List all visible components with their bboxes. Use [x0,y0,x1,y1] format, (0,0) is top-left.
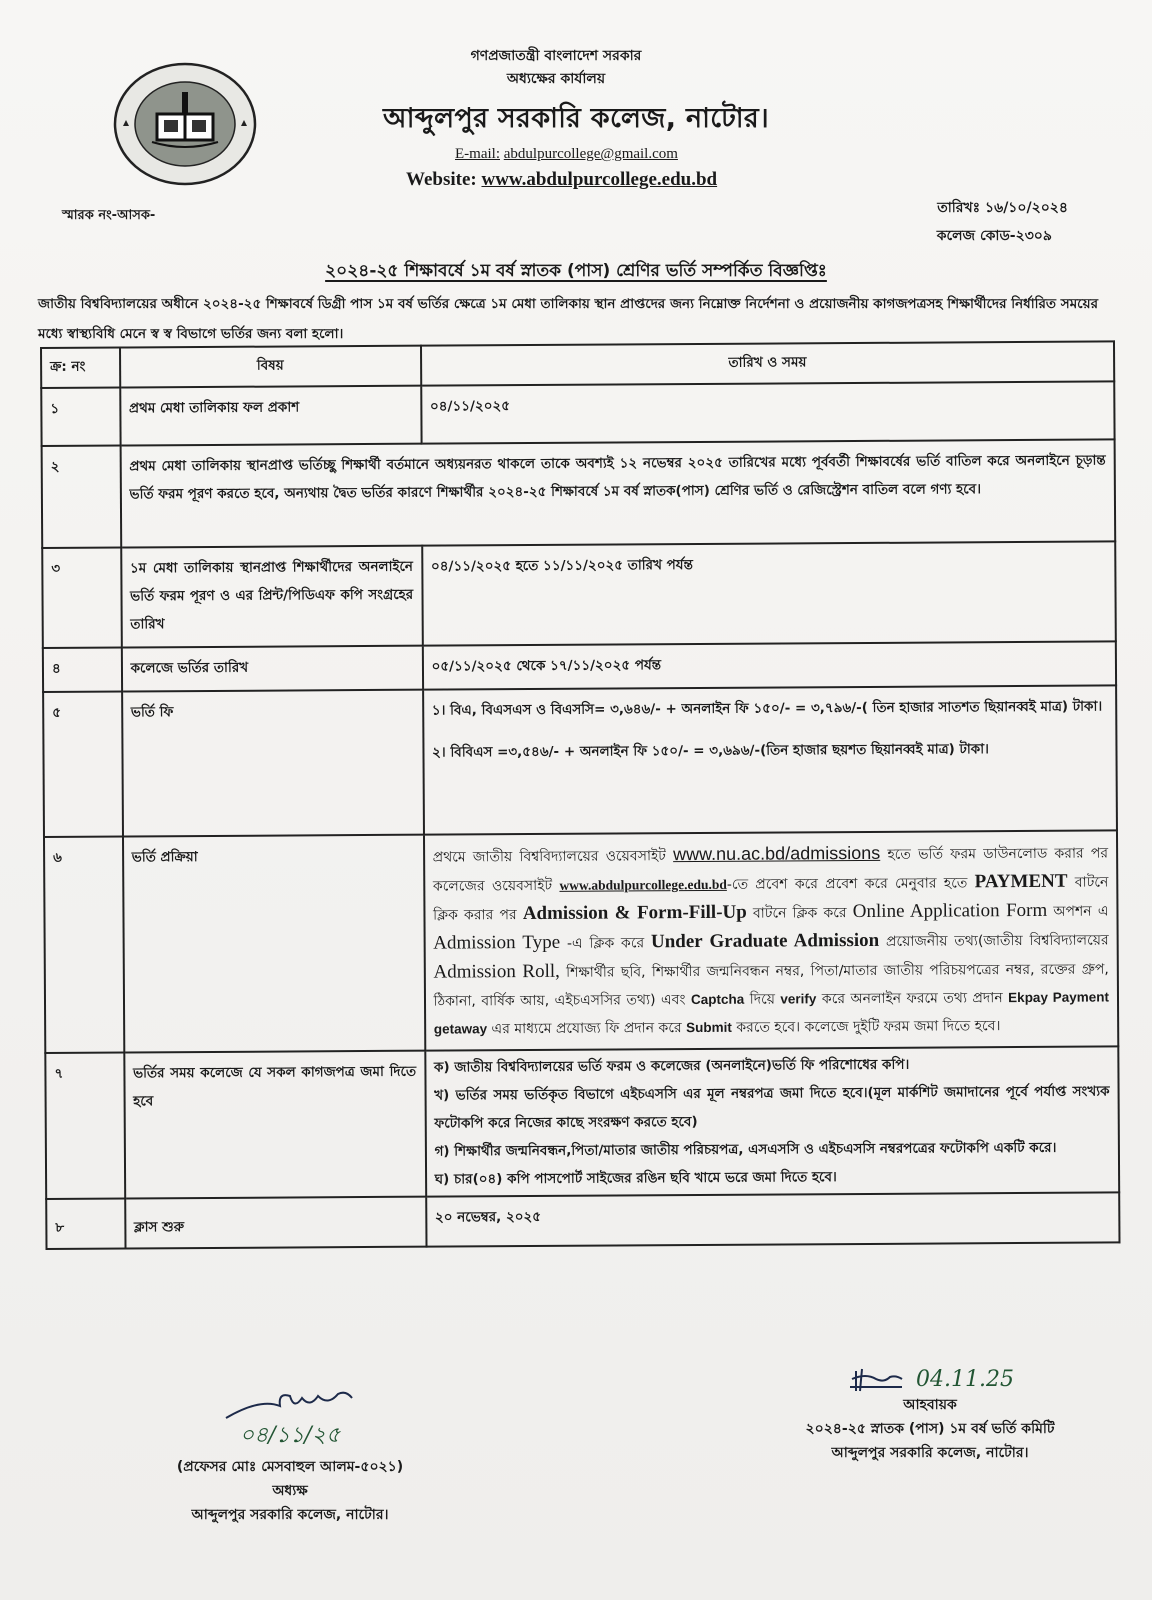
table-row [42,541,1116,648]
table-header-row [41,341,1114,388]
document-item: খ) ভর্তির সময় ভর্তিকৃত বিভাগে এইচএসসি এর মূল নম্বরপত্র জমা দিতে হবে।(মূল মার্কশিট জমাদানের পূর্বে পর্যাপ্ত সংখ্যক ফটোকপি করে নিজের কাছে সংরক্ষণ করতে হবে) [434,1083,1110,1132]
document-item: গ) শিক্ষার্থীর জন্মনিবন্ধন,পিতা/মাতার জাতীয় পরিচয়পত্র, এসএসসি ও এইচএসসি নম্বরপত্রের ফটোকপি একটি করে। [434,1139,1057,1160]
row-number: ৩ [42,548,121,648]
row-number: ৬ [44,837,124,1053]
row-number: ২ [42,446,121,548]
table-row [42,439,1116,548]
process-text: প্রয়োজনীয় তথ্য(জাতীয় বিশ্ববিদ্যালয়ের [879,932,1109,950]
row-subject: কলেজে ভর্তির তারিখ [121,646,422,692]
process-text: করে অনলাইন ফরমে তথ্য প্রদান [816,990,1009,1008]
government-line: গণপ্রজাতন্ত্রী বাংলাদেশ সরকার [470,48,642,64]
row-detail: ২০ নভেম্বর, ২০২৫ [426,1192,1120,1246]
college-code: কলেজ কোড-২৩০৯ [936,228,1052,244]
online-form-keyword: Online Application Form [852,899,1048,923]
process-text: করতে হবে। কলেজে দুইটি ফরম জমা দিতে হবে। [731,1018,1001,1036]
convener-title: আহবায়ক [903,1397,957,1413]
principal-title: অধ্যক্ষ [272,1483,308,1499]
convener-org: আব্দুলপুর সরকারি কলেজ, নাটোর। [831,1445,1029,1461]
row-subject: ১ম মেধা তালিকায় স্থানপ্রাপ্ত শিক্ষার্থীদের অনলাইনে ভর্তি ফরম পূরণ ও এর প্রিন্ট/পিডিএফ কপি সংগ্রহের তারিখ [121,546,423,648]
row-subject: ভর্তি প্রক্রিয়া [123,835,425,1053]
principal-name: (প্রফেসর মোঃ মেসবাহুল আলম-৫০২১) [176,1459,404,1475]
process-text: বাটনে ক্লিক করে [746,905,853,922]
process-text: -তে প্রবেশ করে প্রবেশ করে মেনুবার হতে [726,875,975,893]
row-detail [423,685,1117,834]
principal-handwritten-date: ০৪/১১/২৫ [239,1423,341,1448]
required-documents [425,1046,1119,1196]
email-line [455,146,678,163]
admission-formfillup-keyword: Admission & Form-Fill-Up [522,901,747,925]
process-text: বাটনে ক্লিক করার পর [433,874,1109,924]
row-subject: প্রথম মেধা তালিকায় ফল প্রকাশ [120,386,421,446]
office-line: অধ্যক্ষের কার্যালয় [506,71,606,87]
table-row [41,381,1114,446]
submit-keyword: Submit [686,1019,732,1036]
row-number: ৪ [43,648,122,692]
row-number: ৮ [46,1198,125,1248]
committee-name: ২০২৪-২৫ স্নাতক (পাস) ১ম বর্ষ ভর্তি কমিটি [805,1421,1055,1437]
college-website-link[interactable]: www.abdulpurcollege.edu.bd [559,876,727,893]
undergraduate-keyword: Under Graduate Admission [650,929,880,953]
principal-org: আব্দুলপুর সরকারি কলেজ, নাটোর। [191,1507,389,1523]
fee-item-1: ১। বিএ, বিএসএস ও বিএসসি= ৩,৬৪৬/- + অনলাইন ফি ১৫০/- = ৩,৭৯৬/-( তিন হাজার সাতশত ছিয়ানব্বই মাত্র) টাকা। [431,698,1103,719]
row-number: ৭ [45,1053,125,1199]
process-text: শিক্ষার্থীর ছবি, শিক্ষার্থীর জন্মনিবন্ধন নম্বর, পিতা/মাতার জাতীয় পরিচয়পত্রের নম্বর, রক্তের গ্রুপ, ঠিকানা, বার্ষিক আয়, এইচএসসির তথ্য) এবং [433,961,1109,1010]
process-text: প্রথমে জাতীয় বিশ্ববিদ্যালয়ের ওয়েবসাইট [432,848,674,866]
row-number: ৫ [43,692,123,837]
notice-title-text: ২০২৪-২৫ শিক্ষাবর্ষে ১ম বর্ষ স্নাতক (পাস) শ্রেণির ভর্তি সম্পর্কিত বিজ্ঞপ্তিঃ [325,261,827,281]
payment-keyword: PAYMENT [974,870,1068,893]
table-row [45,1046,1119,1199]
principal-signature-block [130,1388,450,1527]
convener-signature-icon [846,1365,906,1393]
process-text: হতে ভর্তি ফরম ডাউনলোড করার পর কলেজের ওয়েবসাইট [432,845,1109,895]
process-text: অপশন এ [1047,903,1109,920]
table-row [44,830,1118,1053]
header-serial: ক্র: নং [41,348,120,388]
admission-type-keyword: Admission Type [433,931,561,954]
header-subject: বিষয় [120,346,421,388]
convener-signature-line [760,1365,1100,1393]
convener-signature-block [760,1365,1100,1465]
process-text: এর মাধ্যমে প্রযোজ্য ফি প্রদান করে [487,1020,687,1038]
row-detail: ০৪/১১/২০২৫ হতে ১১/১১/২০২৫ তারিখ পর্যন্ত [422,541,1116,645]
row-subject: ভর্তির সময় কলেজে যে সকল কাগজপত্র জমা দিতে হবে [124,1051,426,1199]
email-label: E-mail: [455,146,500,162]
website-label: Website: [406,169,477,190]
admission-process [424,830,1119,1050]
notice-intro: জাতীয় বিশ্ববিদ্যালয়ের অধীনে ২০২৪-২৫ শিক্ষাবর্ষে ডিগ্রী পাস ১ম বর্ষ ভর্তির ক্ষেত্রে ১ম মেধা তালিকায় স্থান প্রাপ্তদের জন্য নিম্নোক্ত নির্দেশনা ও প্রয়োজনীয় কাগজপত্রসহ শিক্ষার্থীদের নির্ধারিত সময়ের মধ্যে স্বাস্থ্যবিধি মেনে স্ব স্ব বিভাগে ভর্তির জন্য বলা হলো। [38,296,1098,342]
admission-roll-keyword: Admission Roll, [433,960,560,983]
table-row [43,685,1117,837]
row-detail: ০৫/১১/২০২৫ থেকে ১৭/১১/২০২৫ পর্যন্ত [422,641,1116,689]
table-row [46,1192,1119,1249]
document-item: ক) জাতীয় বিশ্ববিদ্যালয়ের ভর্তি ফরম ও কলেজের (অনলাইনে)ভর্তি ফি পরিশোধের কপি। [433,1056,910,1076]
table-row [43,641,1116,692]
notice-date: তারিখঃ ১৬/১০/২০২৪ [937,200,1068,216]
fee-item-2: ২। বিবিএস =৩,৫৪৬/- + অনলাইন ফি ১৫০/- = ৩,৬৯৬/-(তিন হাজার ছয়শত ছিয়ানব্বই মাত্র) টাকা। [432,741,990,761]
row-subject: ভর্তি ফি [122,690,424,837]
ekpay-keyword: Ekpay Payment getaway [433,989,1110,1037]
header-date-time: তারিখ ও সময় [421,341,1115,385]
nu-admission-link[interactable]: www.nu.ac.bd/admissions [673,842,881,865]
convener-handwritten-date: 04.11.25 [916,1366,1014,1392]
admission-schedule-table [40,340,1120,1250]
verify-keyword: verify [780,991,817,1007]
row-detail: ০৪/১১/২০২৫ [421,381,1115,443]
notice-title [0,258,1152,286]
website-link[interactable]: www.abdulpurcollege.edu.bd [481,169,718,190]
process-text: -এ ক্লিক করে [560,935,652,952]
row-number: ১ [41,388,120,446]
row-subject: ক্লাস শুরু [125,1197,426,1249]
email-link[interactable]: abdulpurcollege@gmail.com [503,146,678,162]
captcha-keyword: Captcha [690,991,745,1008]
row-merged-note: প্রথম মেধা তালিকায় স্থানপ্রাপ্ত ভর্তিচ্ছু শিক্ষার্থী বর্তমানে অধ্যয়নরত থাকলে তাকে অবশ্যই ১২ নভেম্বর ২০২৫ তারিখের মধ্যে পূর্ববর্তী শিক্ষাবর্ষের ভর্তি বাতিল করে অনলাইনে চূড়ান্ত ভর্তি ফরম পূরণ করতে হবে, অন্যথায় দ্বৈত ভর্তির কারণে শিক্ষার্থীর ২০২৪-২৫ শিক্ষাবর্ষে ১ম বর্ষ স্নাতক(পাস) শ্রেণির ভর্তি ও রেজিস্ট্রেশন বাতিল বলে গণ্য হবে। [120,439,1115,547]
process-text: দিয়ে [744,991,781,1008]
website-line [406,169,717,191]
memo-number: স্মারক নং-আসক- [62,208,156,223]
document-item: ঘ) চার(০৪) কপি পাসপোর্ট সাইজের রঙিন ছবি খামে ভরে জমা দিতে হবে। [434,1169,837,1188]
college-name: আব্দুলপুর সরকারি কলেজ, নাটোর। [382,103,770,134]
